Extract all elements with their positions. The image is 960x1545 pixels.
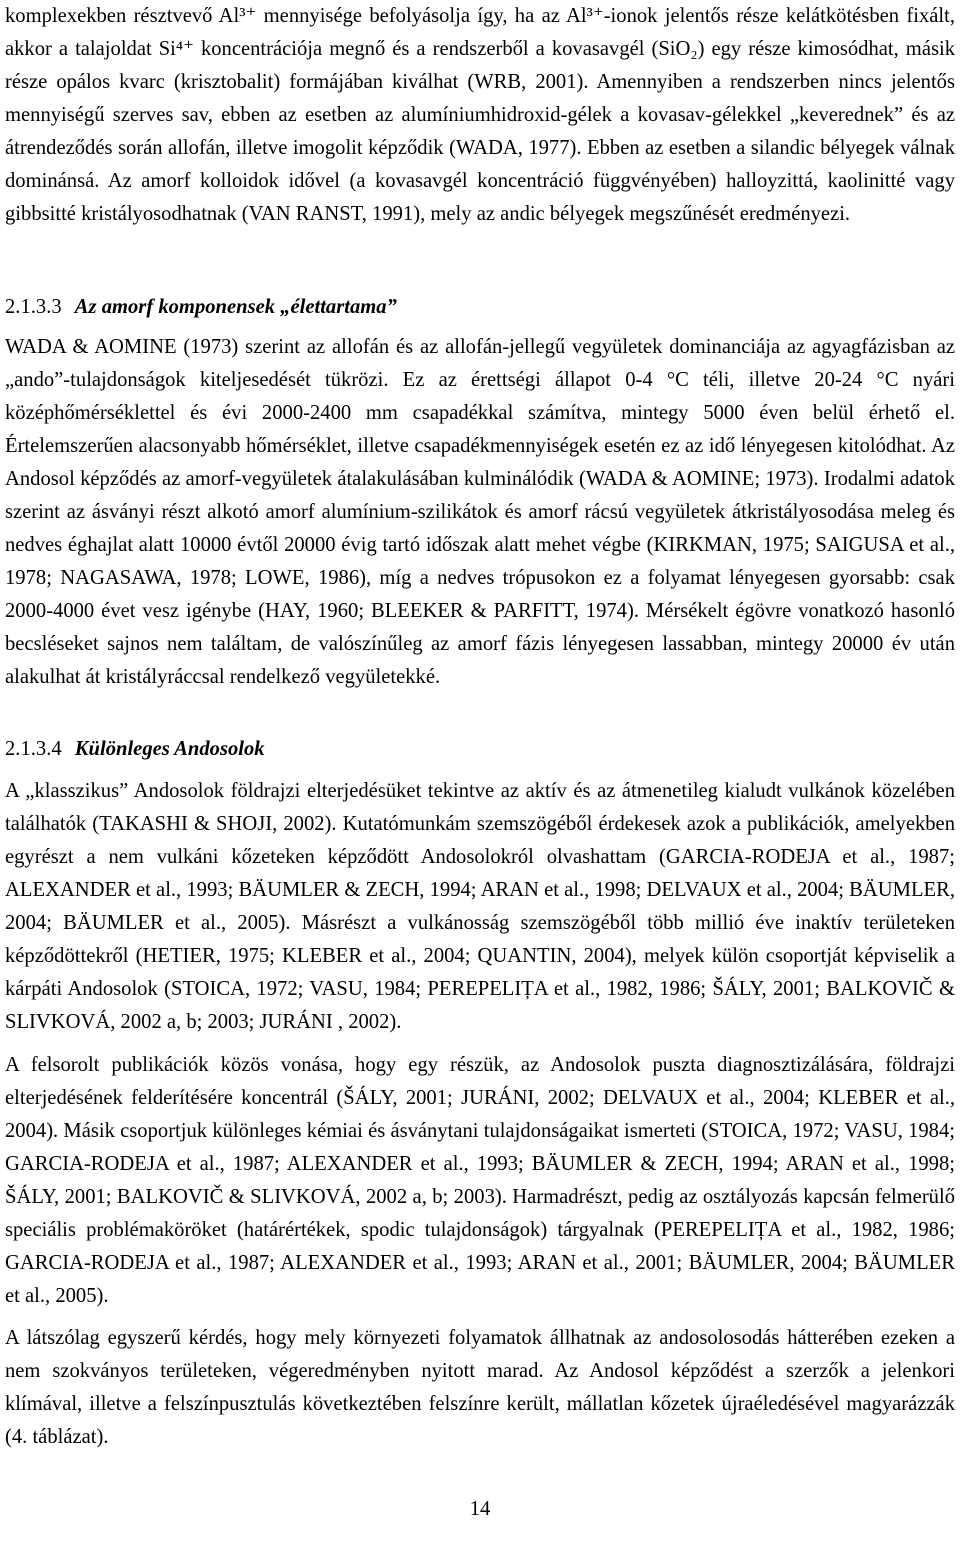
paragraph-3: A „klasszikus” Andosolok földrajzi elterjedésüket tekintve az aktív és az átmenetileg kialudt vulkánok közelében találhatók (TAKASHI & SHOJI, 2002). Kutatómunkám szemszögéből érdekesek azok a publikációk, amelyekben egyrészt a nem vulkáni kőzeteken képződött Andosolokról olvashattam (GARCIA-RODEJA et al., 1987; ALEXANDER et al., 1993; BÄUMLER & ZECH, 1994; ARAN et al., 1998; DELVAUX et al., 2004; BÄUMLER, 2004; BÄUMLER et al., 2005). Másrészt a vulkánosság szemszögéből több millió éve inaktív területeken képződöttekről (HETIER, 1975; KLEBER et al., 2004; QUANTIN, 2004), melyek külön csoportját képviselik a kárpáti Andosolok (STOICA, 1972; VASU, 1984; PEREPELIȚA et al., 1982, 1986; ŠÁLY, 2001; BALKOVIČ & SLIVKOVÁ, 2002 a, b; 2003; JURÁNI , 2002).	[5, 780, 955, 1033]
paragraph-2: WADA & AOMINE (1973) szerint az allofán és az allofán-jellegű vegyületek dominanciája az agyagfázisban az „ando”-tulajdonságok kiteljesedését tükrözi. Ez az érettségi állapot 0-4 °C téli, illetve 20-24 °C nyári középhőmérséklettel és évi 2000-2400 mm csapadékkal számítva, mintegy 5000 éven belül érhető el. Értelemszerűen alacsonyabb hőmérséklet, illetve csapadékmennyiségek esetén ez az idő lényegesen kitolódhat. Az Andosol képződés az amorf-vegyületek átalakulásában kulminálódik (WADA & AOMINE; 1973). Irodalmi adatok szerint az ásványi részt alkotó amorf alumínium-szilikátok és amorf rácsú vegyületek átkristályosodása meleg és nedves éghajlat alatt 10000 évtől 20000 évig tartó időszak alatt mehet végbe (KIRKMAN, 1975; SAIGUSA et al., 1978; NAGASAWA, 1978; LOWE, 1986), míg a nedves trópusokon ez a folyamat lényegesen gyorsabb: csak 2000-4000 évet vesz igénybe (HAY, 1960; BLEEKER & PARFITT, 1974). Mérsékelt égövre vonatkozó hasonló becsléseket sajnos nem találtam, de valószínűleg az amorf fázis lényegesen lassabban, mintegy 20000 év után alakulhat át kristályráccsal rendelkező vegyületekké.	[5, 336, 955, 688]
page-number: 14	[469, 1498, 491, 1520]
paragraph-1: komplexekben résztvevő Al³⁺ mennyisége befolyásolja így, ha az Al³⁺-ionok jelentős része kelátkötésben fixált, akkor a talajoldat Si⁴⁺ koncentrációja megnő és a rendszerből a kovasavgél (SiO₂) egy része kimosódhat, másik része opálos kvarc (krisztobalit) formájában kiválhat (WRB, 2001). Amennyiben a rendszerben nincs jelentős mennyiségű szerves sav, ebben az esetben az alumíniumhidroxid-gélek a kovasav-gélekkel „keverednek” és az átrendeződés során allofán, illetve imogolit képződik (WADA, 1977). Ebben az esetben a silandic bélyegek válnak dominánsá. Az amorf kolloidok idővel (a kovasavgél koncentráció függvényében) halloyzittá, kaolinitté vagy gibbsitté kristályosodhatnak (VAN RANST, 1991), mely az andic bélyegek megszűnését eredményezi.	[5, 5, 955, 225]
section-title: Különleges Andosolok	[74, 738, 265, 760]
paragraph-5: A látszólag egyszerű kérdés, hogy mely környezeti folyamatok állhatnak az andosolosodás hátterében ezeken a nem szokványos területeken, végeredményben nyitott marad. Az Andosol képződést a szerzők a jelenkori klímával, illetve a felszínpusztulás következtében felszínre került, mállatlan kőzetek újraéledésével magyarázzák (4. táblázat).	[5, 1327, 955, 1448]
section-number: 2.1.3.4	[5, 738, 62, 760]
section-number: 2.1.3.3	[5, 296, 62, 318]
section-heading-2-1-3-3	[5, 291, 397, 324]
paragraph-4: A felsorolt publikációk közös vonása, hogy egy részük, az Andosolok puszta diagnosztizálására, földrajzi elterjedésének felderítésére koncentrál (ŠÁLY, 2001; JURÁNI, 2002; DELVAUX et al., 2004; KLEBER et al., 2004). Másik csoportjuk különleges kémiai és ásványtani tulajdonságaikat ismerteti (STOICA, 1972; VASU, 1984; GARCIA-RODEJA et al., 1987; ALEXANDER et al., 1993; BÄUMLER & ZECH, 1994; ARAN et al., 1998; ŠÁLY, 2001; BALKOVIČ & SLIVKOVÁ, 2002 a, b; 2003). Harmadrészt, pedig az osztályozás kapcsán felmerülő speciális problémaköröket (határértékek, spodic tulajdonságok) tárgyalnak (PEREPELIȚA et al., 1982, 1986; GARCIA-RODEJA et al., 1987; ALEXANDER et al., 1993; ARAN et al., 2001; BÄUMLER, 2004; BÄUMLER et al., 2005).	[5, 1054, 955, 1307]
section-title: Az amorf komponensek „élettartama”	[74, 296, 397, 318]
section-heading-2-1-3-4	[5, 733, 265, 766]
